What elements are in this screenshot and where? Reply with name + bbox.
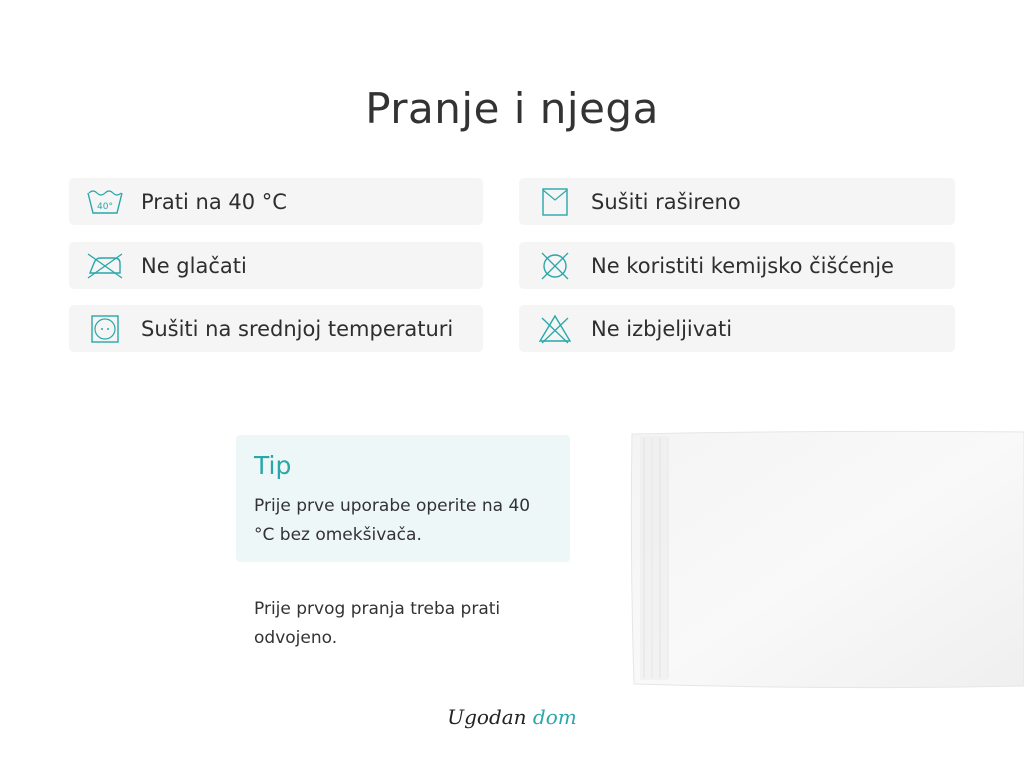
no-bleach-icon <box>535 313 575 345</box>
care-item-label: Prati na 40 °C <box>141 189 287 214</box>
care-item-label: Sušiti na srednjoj temperaturi <box>141 316 454 341</box>
care-item-label: Sušiti rašireno <box>591 189 741 214</box>
care-item-label: Ne izbjeljivati <box>591 316 733 341</box>
brand-name-part2: dom <box>532 705 577 729</box>
care-item-label: Ne glačati <box>141 253 247 278</box>
tip-text: Prije prve uporabe operite na 40 °C bez omekšivača. <box>254 496 531 545</box>
care-item-no-bleach <box>519 305 955 352</box>
care-item-no-dry-clean <box>519 242 955 289</box>
care-item-label: Ne koristiti kemijsko čišćenje <box>591 253 894 278</box>
page-title: Pranje i njega <box>365 84 659 134</box>
towel-image <box>628 428 1024 690</box>
washing-note: Prije prvog pranja treba prati odvojeno. <box>254 599 501 648</box>
wash-40-icon <box>85 186 125 218</box>
tip-title: Tip <box>254 451 292 480</box>
svg-text:40°: 40° <box>97 201 113 212</box>
no-iron-icon <box>85 250 125 282</box>
brand-logo <box>0 705 1024 729</box>
dry-flat-icon <box>535 186 575 218</box>
care-item-no-iron <box>69 242 483 289</box>
tip-box <box>236 435 570 562</box>
care-item-dry-flat <box>519 178 955 225</box>
brand-name-part1: Ugodan <box>447 705 527 729</box>
no-dry-clean-icon <box>535 250 575 282</box>
care-item-tumble-dry-medium <box>69 305 483 352</box>
tumble-dry-medium-icon <box>85 313 125 345</box>
care-item-wash-40 <box>69 178 483 225</box>
